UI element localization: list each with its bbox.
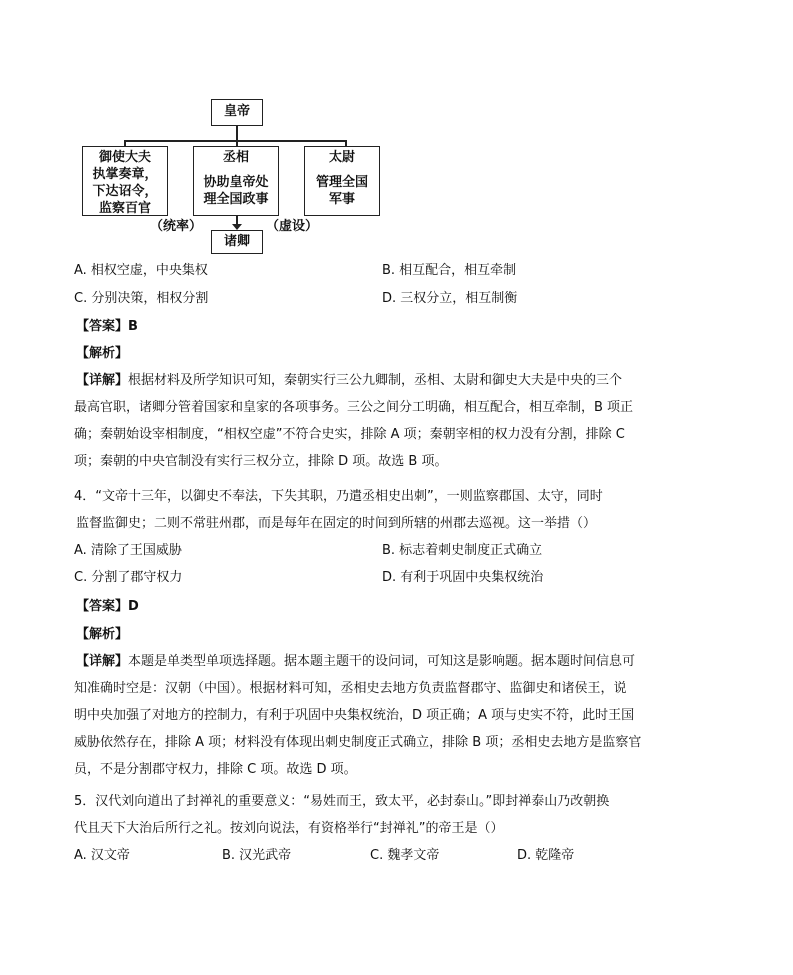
censor-duty: 下达诏令， — [92, 184, 158, 199]
answer-value: B — [128, 319, 138, 334]
option-d: D. 乾隆帝 — [517, 848, 575, 863]
censor-duty: 监察百官 — [98, 201, 151, 216]
detail-line: 威胁依然存在，排除 A 项；材料没有体现出刺史制度正式确立，排除 B 项；丞相史去地方是监察官 — [74, 735, 642, 750]
connector-line — [236, 126, 238, 141]
censor-duty: 执掌奏章， — [92, 167, 158, 182]
option-d: D. 三权分立，相互制衡 — [382, 291, 518, 306]
chancellor-duty: 理全国政事 — [203, 192, 269, 207]
option-a: A. 清除了王国威胁 — [74, 543, 182, 558]
option-c: C. 分割了郡守权力 — [74, 570, 183, 585]
option-b: B. 标志着刺史制度正式确立 — [382, 543, 543, 558]
answer-tag: 【答案】 — [76, 319, 129, 334]
answer-line — [76, 318, 138, 336]
ministers-box — [211, 230, 263, 254]
chancellor-box — [193, 146, 279, 216]
question-stem: 代且天下大治后所行之礼。按刘向说法，有资格举行“封禅礼”的帝王是（） — [74, 821, 504, 836]
censor-title: 御使大夫 — [98, 150, 151, 165]
commandant-duty: 管理全国 — [315, 175, 368, 190]
emperor-box — [211, 99, 263, 126]
emperor-label: 皇帝 — [223, 104, 250, 119]
question-stem: 5．汉代刘向道出了封禅礼的重要意义：“易姓而王，致太平，必封泰山。”即封禅泰山乃改朝换 — [74, 794, 610, 809]
left-note: （统率） — [150, 219, 203, 234]
detail-text: 根据材料及所学知识可知，秦朝实行三公九卿制，丞相、太尉和御史大夫是中央的三个 — [128, 373, 623, 388]
option-a: A. 相权空虚，中央集权 — [74, 263, 208, 278]
detail-line: 员，不是分割郡守权力，排除 C 项。故选 D 项。 — [74, 762, 357, 777]
detail-tag: 【详解】 — [76, 373, 129, 388]
analysis-tag: 【解析】 — [76, 627, 129, 642]
connector-line — [124, 140, 346, 142]
detail-line — [76, 372, 622, 390]
right-note: （虚设） — [266, 219, 319, 234]
option-c: C. 魏孝文帝 — [370, 848, 440, 863]
detail-line: 确；秦朝始设宰相制度，“相权空虚”不符合史实，排除 A 项；秦朝宰相的权力没有分割，排除 C — [74, 427, 625, 442]
ministers-label: 诸卿 — [223, 234, 250, 249]
answer-tag: 【答案】 — [76, 599, 129, 614]
question-stem: 监督监御史；二则不常驻州郡，而是每年在固定的时间到所辖的州郡去巡视。这一举措（） — [76, 516, 597, 531]
option-b: B. 汉光武帝 — [222, 848, 292, 863]
censor-box — [82, 146, 168, 216]
option-b: B. 相互配合，相互牵制 — [382, 263, 517, 278]
chancellor-duty: 协助皇帝处 — [203, 175, 269, 190]
answer-line — [76, 598, 139, 616]
option-d: D. 有利于巩固中央集权统治 — [382, 570, 544, 585]
analysis-tag: 【解析】 — [76, 346, 129, 361]
detail-line: 明中央加强了对地方的控制力，有利于巩固中央集权统治，D 项正确；A 项与史实不符，此时王国 — [74, 708, 635, 723]
detail-line: 知准确时空是：汉朝（中国）。根据材料可知，丞相史去地方负责监督郡守、监御史和诸侯王，说 — [74, 681, 627, 696]
answer-value: D — [128, 599, 139, 614]
option-c: C. 分别决策，相权分割 — [74, 291, 209, 306]
commandant-duty: 军事 — [328, 192, 355, 207]
question-stem: 4．“文帝十三年，以御史不奉法，下失其职，乃遣丞相史出刺”，一则监察郡国、太守，同时 — [74, 489, 603, 504]
detail-tag: 【详解】 — [76, 654, 129, 669]
detail-line: 最高官职，诸卿分管着国家和皇家的各项事务。三公之间分工明确，相互配合，相互牵制，B 项正 — [74, 400, 634, 415]
commandant-title: 太尉 — [328, 150, 355, 165]
chancellor-title: 丞相 — [222, 150, 249, 165]
detail-line — [76, 653, 635, 671]
commandant-box — [304, 146, 380, 216]
detail-line: 项；秦朝的中央官制没有实行三权分立，排除 D 项。故选 B 项。 — [74, 454, 448, 469]
detail-text: 本题是单类型单项选择题。据本题主题干的设问词，可知这是影响题。据本题时间信息可 — [128, 654, 636, 669]
option-a: A. 汉文帝 — [74, 848, 130, 863]
